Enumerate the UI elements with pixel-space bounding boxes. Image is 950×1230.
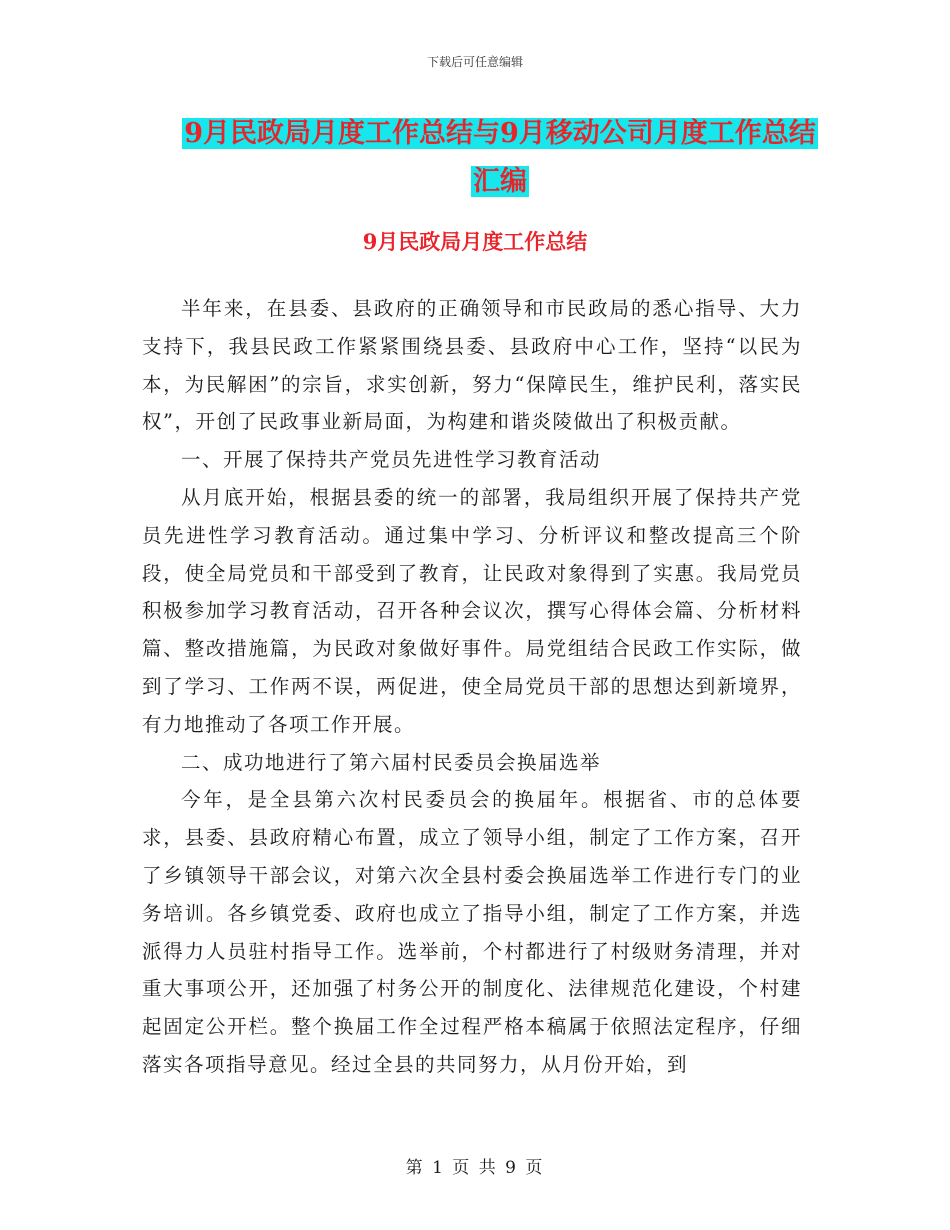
document-title: [150, 110, 850, 206]
paragraph-two: 今年，是全县第六次村民委员会的换届年。根据省、市的总体要求，县委、县政府精心布置，成立了领导小组，制定了工作方案，召开了乡镇领导干部会议，对第六次全县村委会换届选举工作进行专门的业务培训。各乡镇党委、政府也成立了指导小组，制定了工作方案，并选派得力人员驻村指导工作。选举前，个村都进行了村级财务清理，并对重大事项公开，还加强了村务公开的制度化、法律规范化建设，个村建起固定公开栏。整个换届工作全过程严格本稿属于依照法定程序，仔细落实各项指导意见。经过全县的共同努力，从月份开始，到: [142, 788, 802, 1076]
heading-one: 一、开展了保持共产党员先进性学习教育活动: [181, 448, 602, 472]
paragraph-intro: 半年来，在县委、县政府的正确领导和市民政局的悉心指导、大力支持下，我县民政工作紧紧围绕县委、县政府中心工作，坚持“以民为本，为民解困”的宗旨，求实创新，努力“保障民生，维护民利，落实民权”，开创了民政事业新局面，为构建和谐炎陵做出了积极贡献。: [142, 297, 802, 434]
document-title-line-2: 汇编: [473, 166, 527, 197]
page-footer: 第 1 页 共 9 页: [405, 1158, 545, 1178]
header-note: 下载后可任意编辑: [426, 55, 523, 69]
document-title-line-1: 9月民政局月度工作总结与9月移动公司月度工作总结: [184, 118, 816, 149]
heading-two: 二、成功地进行了第六届村民委员会换届选举: [181, 750, 602, 774]
section-title: 9月民政局月度工作总结: [362, 229, 588, 254]
document-body: [142, 290, 802, 1084]
paragraph-one: 从月底开始，根据县委的统一的部署，我局组织开展了保持共产党员先进性学习教育活动。通过集中学习、分析评议和整改提高三个阶段，使全局党员和干部受到了教育，让民政对象得到了实惠。我局党员积极参加学习教育活动，召开各种会议次，撰写心得体会篇、分析材料篇、整改措施篇，为民政对象做好事件。局党组结合民政工作实际，做到了学习、工作两不误，两促进，使全局党员干部的思想达到新境界，有力地推动了各项工作开展。: [142, 485, 802, 736]
